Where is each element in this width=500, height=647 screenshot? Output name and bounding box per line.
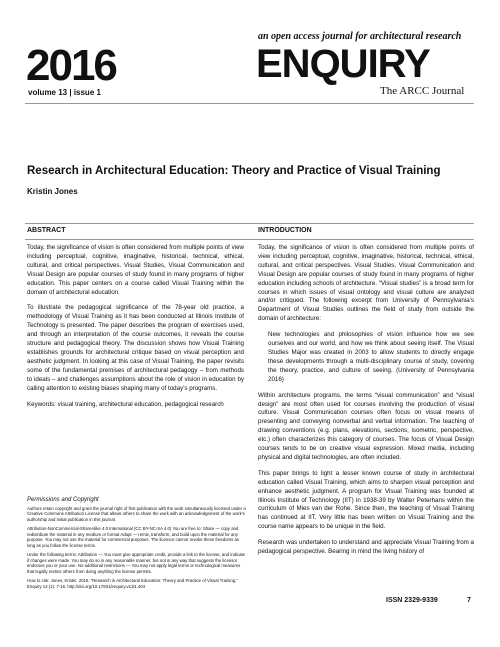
- intro-paragraph: Research was undertaken to understand and appreciate Visual Training from a pedagogical perspective. Bearing in mind the living history of: [258, 539, 474, 556]
- section-divider-top: [25, 223, 474, 224]
- license-terms: Under the following terms: Attribution — You must give appropriate credit, provide a link to the license, and indicate if changes were made. You may do so in any reasonable manner, but not in any way that suggests the licensor endorses you or your use. No additional restrictions — You may not apply legal terms or technological measures that legally restrict others from doing anything the license permits.: [27, 552, 246, 574]
- issn-label: ISSN 2329-9339: [386, 597, 438, 604]
- section-divider-bottom: [25, 239, 474, 240]
- journal-logo: ENQUIRY: [256, 42, 430, 86]
- introduction-heading: INTRODUCTION: [258, 227, 312, 234]
- intro-paragraph: This paper brings to light a lesser known course of study in architectural education called Visual Training, which aims to sharpen visual perception and enhance aesthetic judgment. A program for Visual Training was founded at Illinois Institute of Technology (IIT) in 1938-39 by Walter Peterhans within the curriculum of Mies van der Rohe. Since then, the teaching of Visual Training has continued at IIT. Very little has been written on Visual Training and the course name appears to be unique in the field.: [258, 469, 474, 531]
- block-quote: New technologies and philosophies of vision influence how we see ourselves and our world, and how we think about seeing itself. The Visual Studies Major was created in 2003 to allow students to directly engage these developments through a multi-disciplinary course of study, covering the theory, practice, and culture of seeing. (University of Pennsylvania 2016): [268, 331, 474, 383]
- page-number: 7: [467, 597, 471, 604]
- intro-paragraph: Today, the significance of vision is often considered from multiple points of view including perceptual, cognitive, imaginative, historical, technical, ethical, cultural, and critical perspectives. Visual Studies, Visual Communication and Visual Design are popular courses of study found in many programs of higher education including schools of architecture. “Visual studies” is a broad term for courses in which issues of visual ontology and visual culture are analyzed and/or critiqued. The following excerpt from University of Pennsylvania’s Department of Visual Studies outlines the field of study from outside the domain of architecture:: [258, 244, 474, 323]
- article-title: Research in Architectural Education: Theory and Practice of Visual Training: [27, 165, 441, 177]
- journal-subtitle: The ARCC Journal: [380, 85, 465, 97]
- license-text: Attribution-NonCommercial-ShareAlike 4.0 International (CC BY-NC-SA 4.0) You are free to: Share — copy and redistribute the material in any medium or format Adapt — remix, transform, and build upon the material for any purpose. You may not use the material for commercial purposes. The licensor cannot revoke these freedoms as long as you follow the license terms.: [27, 526, 240, 548]
- permissions-title: Permissions and Copyright: [27, 497, 99, 503]
- header-divider: [25, 103, 474, 104]
- keywords: Keywords: visual training, architectural education, pedagogical research: [27, 400, 224, 408]
- permissions-text: Authors retain copyright and grant the journal right of first publication with the work simultaneously licensed under a Creative Commons Attribution License that allows others to share the work with an acknowledgement of the work’s authorship and initial publication in this journal.: [27, 505, 246, 522]
- article-author: Kristin Jones: [27, 187, 78, 196]
- abstract-paragraph: To illustrate the pedagogical significance of the 78-year old practice, a methodology of Visual Training as it has been conducted at Illinois Institute of Technology is presented. The paper describes the program of exercises used, and through an interpretation of the course outcomes, it reveals the course structure and pedagogical theory. The discussion shows how Visual Training establishes grounds for architectural critique based on visual perception and aesthetic judgment. In looking at this case of Visual Training, the paper revisits some of the fundamental premises of architectural pedagogy – from methods to ideals – and challenges assumptions about the role of vision in education by calling attention to existing biases shaping many of today’s programs.: [27, 304, 244, 392]
- abstract-body: [27, 244, 244, 416]
- journal-tagline: an open access journal for architectural research: [258, 31, 462, 42]
- year-label: 2016: [26, 41, 116, 90]
- abstract-paragraph: Today, the significance of vision is often considered from multiple points of view including perceptual, cognitive, imaginative, historical, technical, ethical, cultural, and critical perspectives. Visual Studies, Visual Communication and Visual Design are popular courses of study found in many programs of higher education. This paper centers on a course called Visual Training within the domain of architectural education.: [27, 244, 244, 296]
- volume-issue-label: volume 13 | issue 1: [28, 88, 101, 97]
- intro-paragraph: Within architecture programs, the terms “visual communication” and “visual design” are most often used for courses involving the production of visual culture. Visual Communication courses often focus on visual means of presenting and conveying nonverbal and verbal information. The teaching of drawing conventions (e.g. plans, elevations, sections, isometric, perspective, etc.) often characterizes this category of courses. The focus of Visual Design courses tends to be on creative visual expression. Mixed media, including physical and digital technologies, are often included.: [258, 391, 474, 461]
- permissions-block: [27, 498, 247, 593]
- abstract-heading: ABSTRACT: [27, 227, 66, 234]
- citation: How to cite: Jones, Kristin. 2016. “Research in Architectural Education: Theory and Practice of Visual Training.” Enquiry 13 (1): 7-16. http://doi.org/10.17831/enquiry.v13i1.404: [27, 578, 238, 589]
- introduction-body: [258, 244, 474, 564]
